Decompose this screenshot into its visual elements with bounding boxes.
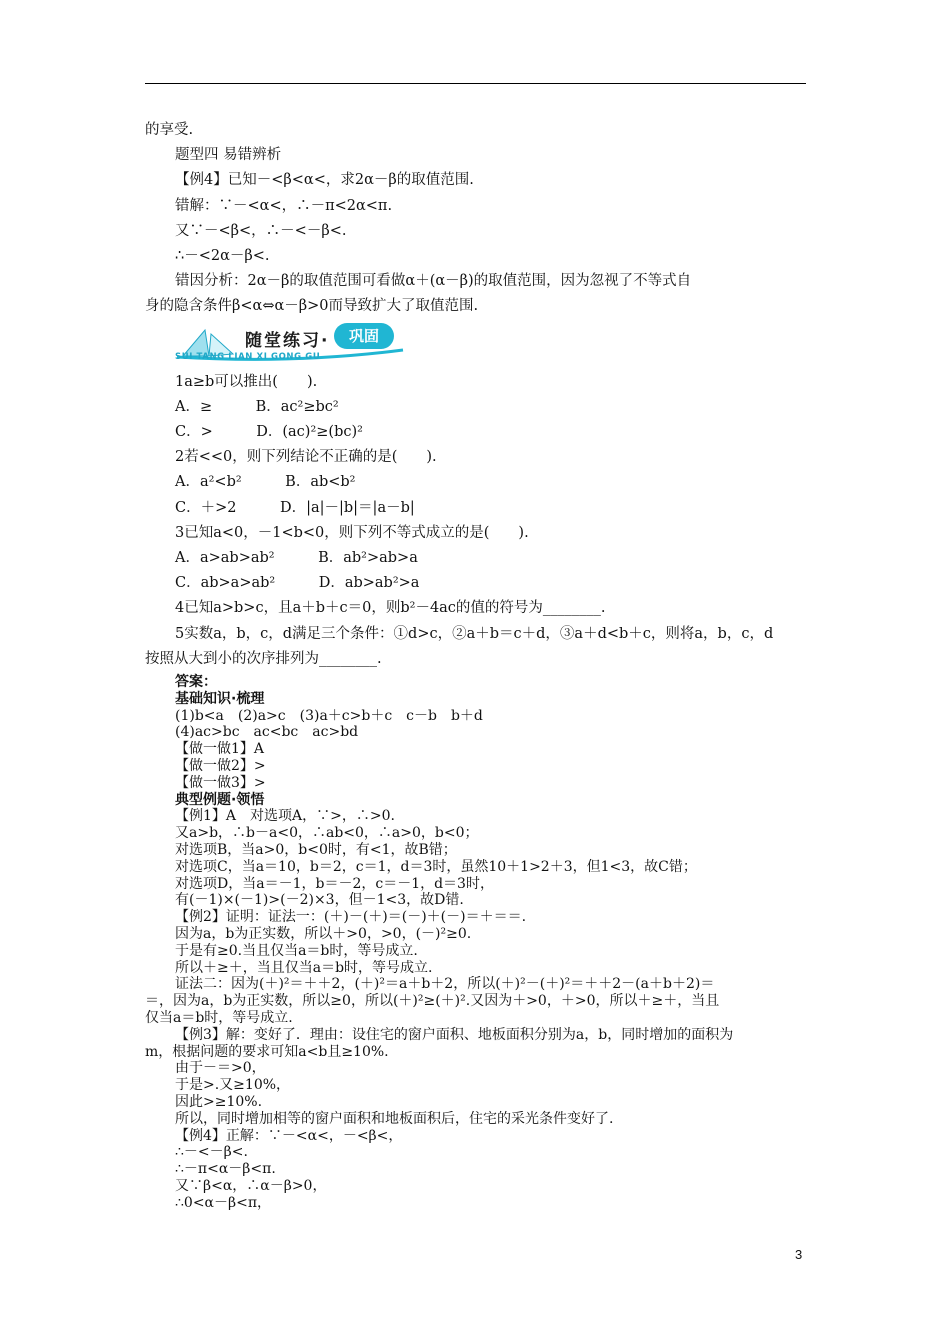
text-line: 基础知识·梳理 bbox=[175, 690, 265, 707]
text-line: 由于－＝>0， bbox=[175, 1060, 266, 1077]
banner-badge: 巩固 bbox=[334, 323, 394, 349]
practice-banner bbox=[145, 324, 809, 368]
text-line: ∴－π<α－β<π. bbox=[175, 1161, 276, 1178]
text-line: 的享受. bbox=[145, 122, 194, 138]
text-line: 因此>≥10%. bbox=[175, 1093, 263, 1110]
section-answers bbox=[145, 674, 809, 1212]
text-line: 因为a，b为正实数，所以＋>0，>0，(－)²≥0. bbox=[175, 926, 472, 943]
text-line: 对选项D，当a＝－1，b＝－2，c＝－1，d＝3时， bbox=[175, 875, 494, 892]
text-line: 4已知a>b>c，且a＋b＋c＝0，则b²－4ac的值的符号为________. bbox=[175, 600, 606, 617]
text-line: A．a²<b² B．ab<b² bbox=[175, 474, 356, 491]
text-line: ∴0<α－β<π， bbox=[175, 1194, 272, 1211]
text-line: 对选项B，当a>0，b<0时，有<1，故B错； bbox=[175, 842, 457, 859]
text-line: 【做一做2】> bbox=[175, 758, 266, 775]
text-line: 【做一做1】A bbox=[175, 741, 265, 758]
text-line: 证法二：因为(＋)²＝＋＋2，(＋)²＝a＋b＋2，所以(＋)²－(＋)²＝＋＋2－(a＋b＋2)＝ bbox=[175, 976, 715, 993]
text-line: ＝，因为a，b为正实数，所以≥0，所以(＋)²≥(＋)².又因为＋>0，＋>0，所以＋≥＋，当且 bbox=[145, 993, 720, 1010]
text-line: 【例4】已知－<β<α<，求2α－β的取值范围. bbox=[175, 172, 474, 189]
text-line: 错解：∵－<α<，∴－π<2α<π. bbox=[175, 197, 393, 214]
text-line: 【例4】正解：∵－<α<，－<β<， bbox=[175, 1127, 403, 1144]
text-line: 按照从大到小的次序排列为________. bbox=[145, 650, 382, 667]
text-line: 【做一做3】> bbox=[175, 774, 266, 791]
text-line: m，根据问题的要求可知a<b且≥10%. bbox=[145, 1043, 389, 1060]
text-line: 题型四 易错辨析 bbox=[175, 147, 282, 164]
text-line: (1)b<a (2)a>c (3)a＋c>b＋c c－b b＋d bbox=[175, 707, 483, 724]
text-line: 3已知a<0，－1<b<0，则下列不等式成立的是( ). bbox=[175, 524, 529, 541]
text-line: 错因分析：2α－β的取值范围可看做α＋(α－β)的取值范围，因为忽视了不等式自 bbox=[175, 273, 692, 290]
text-line: 有(－1)×(－1)>(－2)×3，但－1<3，故D错. bbox=[175, 892, 464, 909]
text-line: 仅当a＝b时，等号成立. bbox=[145, 1010, 293, 1026]
text-line: 所以，同时增加相等的窗户面积和地板面积后，住宅的采光条件变好了. bbox=[175, 1110, 614, 1127]
text-line: (4)ac>bc ac<bc ac>bd bbox=[175, 724, 359, 741]
header-rule bbox=[145, 83, 806, 84]
banner-title: 随堂练习· bbox=[245, 330, 330, 351]
text-line: C．ab>a>ab² D．ab>ab²>a bbox=[175, 575, 420, 592]
text-line: 所以＋≥＋，当且仅当a＝b时，等号成立. bbox=[175, 959, 433, 976]
text-line: ∴－<2α－β<. bbox=[175, 248, 270, 265]
text-line: 2若<<0，则下列结论不正确的是( ). bbox=[175, 449, 437, 466]
text-line: 5实数a，b，c，d满足三个条件：①d>c，②a＋b＝c＋d，③a＋d<b＋c，则将a，b，c，d bbox=[175, 625, 774, 642]
text-line: 于是>.又≥10%， bbox=[175, 1077, 291, 1094]
text-line: 【例3】解：变好了．理由：设住宅的窗户面积、地板面积分别为a，b，同时增加的面积为 bbox=[175, 1026, 734, 1043]
document-body bbox=[145, 118, 809, 1212]
text-line: 又∵β<α，∴α－β>0， bbox=[175, 1177, 327, 1194]
text-line: 【例2】证明：证法一：(＋)－(＋)＝(－)＋(－)＝＋＝＝. bbox=[175, 909, 527, 926]
text-line: A．a>ab>ab² B．ab²>ab>a bbox=[175, 550, 418, 567]
text-line: C．> D．(ac)²≥(bc)² bbox=[175, 424, 363, 441]
text-line: 答案： bbox=[175, 674, 217, 691]
text-line: ∴－<－β<. bbox=[175, 1144, 248, 1161]
text-line: 身的隐含条件β<α⇔α－β>0而导致扩大了取值范围. bbox=[145, 298, 479, 315]
banner-subtitle: SUI TANG LIAN XI GONG GU bbox=[175, 351, 321, 362]
text-line: 【例1】A 对选项A，∵>，∴>0. bbox=[175, 808, 395, 825]
text-line: 对选项C，当a＝10，b＝2，c＝1，d＝3时，虽然10＋1>2＋3，但1<3，故C错； bbox=[175, 858, 697, 875]
section-error-analysis bbox=[145, 118, 809, 320]
text-line: 典型例题·领悟 bbox=[175, 791, 265, 808]
text-line: 于是有≥0.当且仅当a＝b时，等号成立. bbox=[175, 942, 418, 959]
page-number: 3 bbox=[795, 1247, 803, 1262]
text-line: 又a>b，∴b－a<0，∴ab<0，∴a>0，b<0； bbox=[175, 825, 479, 842]
text-line: C．＋>2 D．|a|－|b|＝|a－b| bbox=[175, 499, 415, 516]
text-line: A．≥ B．ac²≥bc² bbox=[175, 398, 339, 415]
section-exercises bbox=[145, 370, 809, 672]
text-line: 又∵－<β<，∴－<－β<. bbox=[175, 222, 347, 239]
text-line: 1a≥b可以推出( ). bbox=[175, 373, 318, 390]
